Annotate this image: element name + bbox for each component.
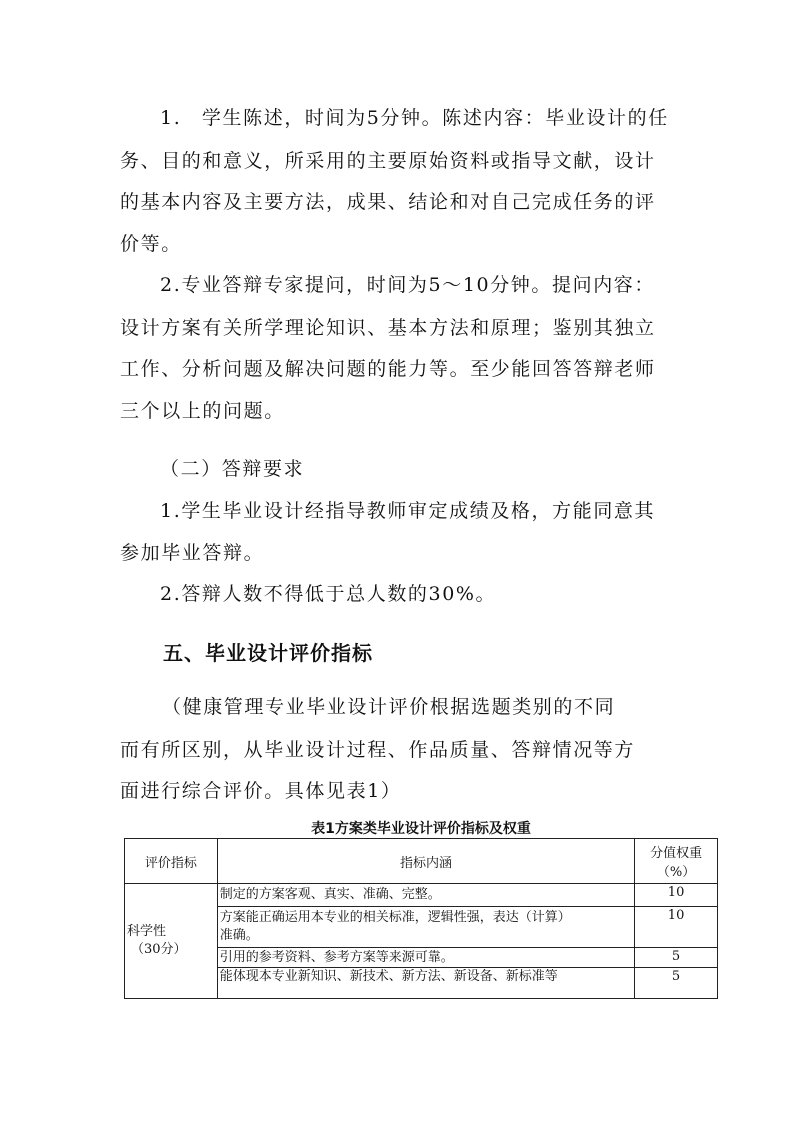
row-3-content: 引用的参考资料、参考方案等来源可靠。: [217, 948, 634, 968]
paragraph-4-line-1: 2.答辩人数不得低于总人数的30%。: [160, 583, 497, 605]
row-2-weight: 10: [635, 907, 718, 948]
row-1-weight: 10: [635, 884, 718, 907]
header-weight: [635, 839, 718, 884]
row-4-content: 能体现本专业新知识、新技术、新方法、新设备、新标准等: [217, 968, 634, 999]
paragraph-2-line-3: 工作、分析问题及解决问题的能力等。至少能回答答辩老师: [120, 358, 656, 380]
row-2-content: [217, 907, 634, 948]
paragraph-2-line-1: 2.专业答辩专家提问，时间为5～10分钟。提问内容：: [160, 274, 655, 296]
paragraph-1-line-2: 务、目的和意义，所采用的主要原始资料或指导文献，设计: [120, 150, 656, 172]
paragraph-5-line-1: （健康管理专业毕业设计评价根据选题类别的不同: [162, 696, 616, 718]
group-name-line-1: 科学性: [127, 924, 167, 939]
header-content: 指标内涵: [217, 839, 634, 884]
row-2-content-line-2: 准确。: [219, 928, 259, 943]
paragraph-2-line-4: 三个以上的问题。: [120, 400, 285, 422]
paragraph-3-line-2: 参加毕业答辩。: [120, 542, 265, 564]
header-weight-line-2: （%）: [656, 865, 696, 880]
header-indicator: 评价指标: [125, 839, 218, 884]
group-cell: [125, 884, 218, 999]
paragraph-1-line-4: 价等。: [120, 233, 182, 255]
section-heading: 五、毕业设计评价指标: [163, 641, 373, 665]
paragraph-5-line-2: 而有所区别，从毕业设计过程、作品质量、答辩情况等方: [120, 739, 636, 761]
paragraph-5-line-3: 面进行综合评价。具体见表1）: [120, 780, 402, 802]
row-4-weight: 5: [635, 968, 718, 999]
header-weight-line-1: 分值权重: [650, 846, 703, 861]
table-header-row: [125, 839, 718, 884]
paragraph-2-line-2: 设计方案有关所学理论知识、基本方法和原理；鉴别其独立: [120, 317, 656, 339]
row-2-content-line-1: 方案能正确运用本专业的相关标准，逻辑性强，表达（计算）: [219, 910, 571, 925]
paragraph-1-line-1: 1. 学生陈述，时间为5分钟。陈述内容：毕业设计的任: [160, 107, 669, 129]
row-3-weight: 5: [635, 948, 718, 968]
table-row: [125, 884, 718, 907]
row-1-content: 制定的方案客观、真实、准确、完整。: [217, 884, 634, 907]
group-name-line-2: （30分）: [131, 942, 187, 957]
sub-heading: （二）答辩要求: [160, 458, 305, 480]
table-caption: 表1方案类毕业设计评价指标及权重: [311, 821, 531, 837]
paragraph-1-line-3: 的基本内容及主要方法，成果、结论和对自己完成任务的评: [120, 191, 656, 213]
paragraph-3-line-1: 1.学生毕业设计经指导教师审定成绩及格，方能同意其: [160, 500, 656, 522]
evaluation-table: [124, 838, 718, 999]
